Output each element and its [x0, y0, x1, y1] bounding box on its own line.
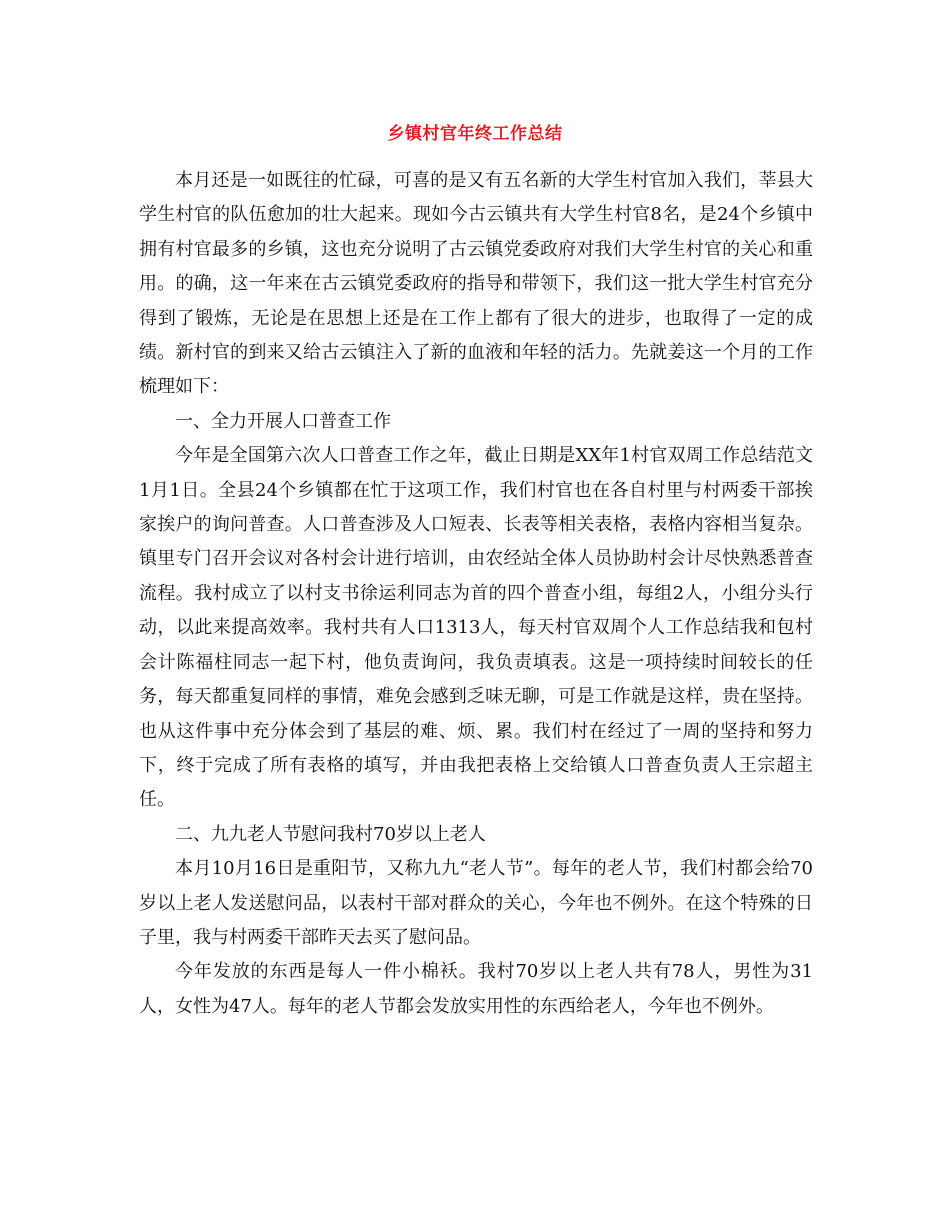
document-body: [139, 164, 813, 1024]
gifts-paragraph: 今年发放的东西是每人一件小棉袄。我村70岁以上老人共有78人，男性为31人，女性为47人。每年的老人节都会发放实用性的东西给老人，今年也不例外。: [139, 961, 813, 1017]
section-heading-elderly: 二、九九老人节慰问我村70岁以上老人: [175, 823, 486, 845]
intro-paragraph: 本月还是一如既往的忙碌，可喜的是又有五名新的大学生村官加入我们，莘县大学生村官的队伍愈加的壮大起来。现如今古云镇共有大学生村官8名，是24个乡镇中拥有村官最多的乡镇，这也充分说明了古云镇党委政府对我们大学生村官的关心和重用。的确，这一年来在古云镇党委政府的指导和带领下，我们这一批大学生村官充分得到了锻炼，无论是在思想上还是在工作上都有了很大的进步，也取得了一定的成绩。新村官的到来又给古云镇注入了新的血液和年轻的活力。先就姜这一个月的工作梳理如下：: [139, 170, 813, 398]
section-heading-census: 一、全力开展人口普查工作: [175, 410, 391, 432]
document-title: 乡镇村官年终工作总结: [387, 124, 563, 144]
census-paragraph: 今年是全国第六次人口普查工作之年，截止日期是XX年1村官双周工作总结范文1月1日。全县24个乡镇都在忙于这项工作，我们村官也在各自村里与村两委干部挨家挨户的询问普查。人口普查涉及人口短表、长表等相关表格，表格内容相当复杂。镇里专门召开会议对各村会计进行培训，由农经站全体人员协助村会计尽快熟悉普查流程。我村成立了以村支书徐运利同志为首的四个普查小组，每组2人，小组分头行动，以此来提高效率。我村共有人口1313人，每天村官双周个人工作总结我和包村会计陈福柱同志一起下村，他负责询问，我负责填表。这是一项持续时间较长的任务，每天都重复同样的事情，难免会感到乏味无聊，可是工作就是这样，贵在坚持。也从这件事中充分体会到了基层的难、烦、累。我们村在经过了一周的坚持和努力下，终于完成了所有表格的填写，并由我把表格上交给镇人口普查负责人王宗超主任。: [139, 445, 813, 811]
festival-paragraph: 本月10月16日是重阳节，又称九九“老人节”。每年的老人节，我们村都会给70岁以上老人发送慰问品，以表村干部对群众的关心，今年也不例外。在这个特殊的日子里，我与村两委干部昨天去买了慰问品。: [139, 858, 813, 948]
